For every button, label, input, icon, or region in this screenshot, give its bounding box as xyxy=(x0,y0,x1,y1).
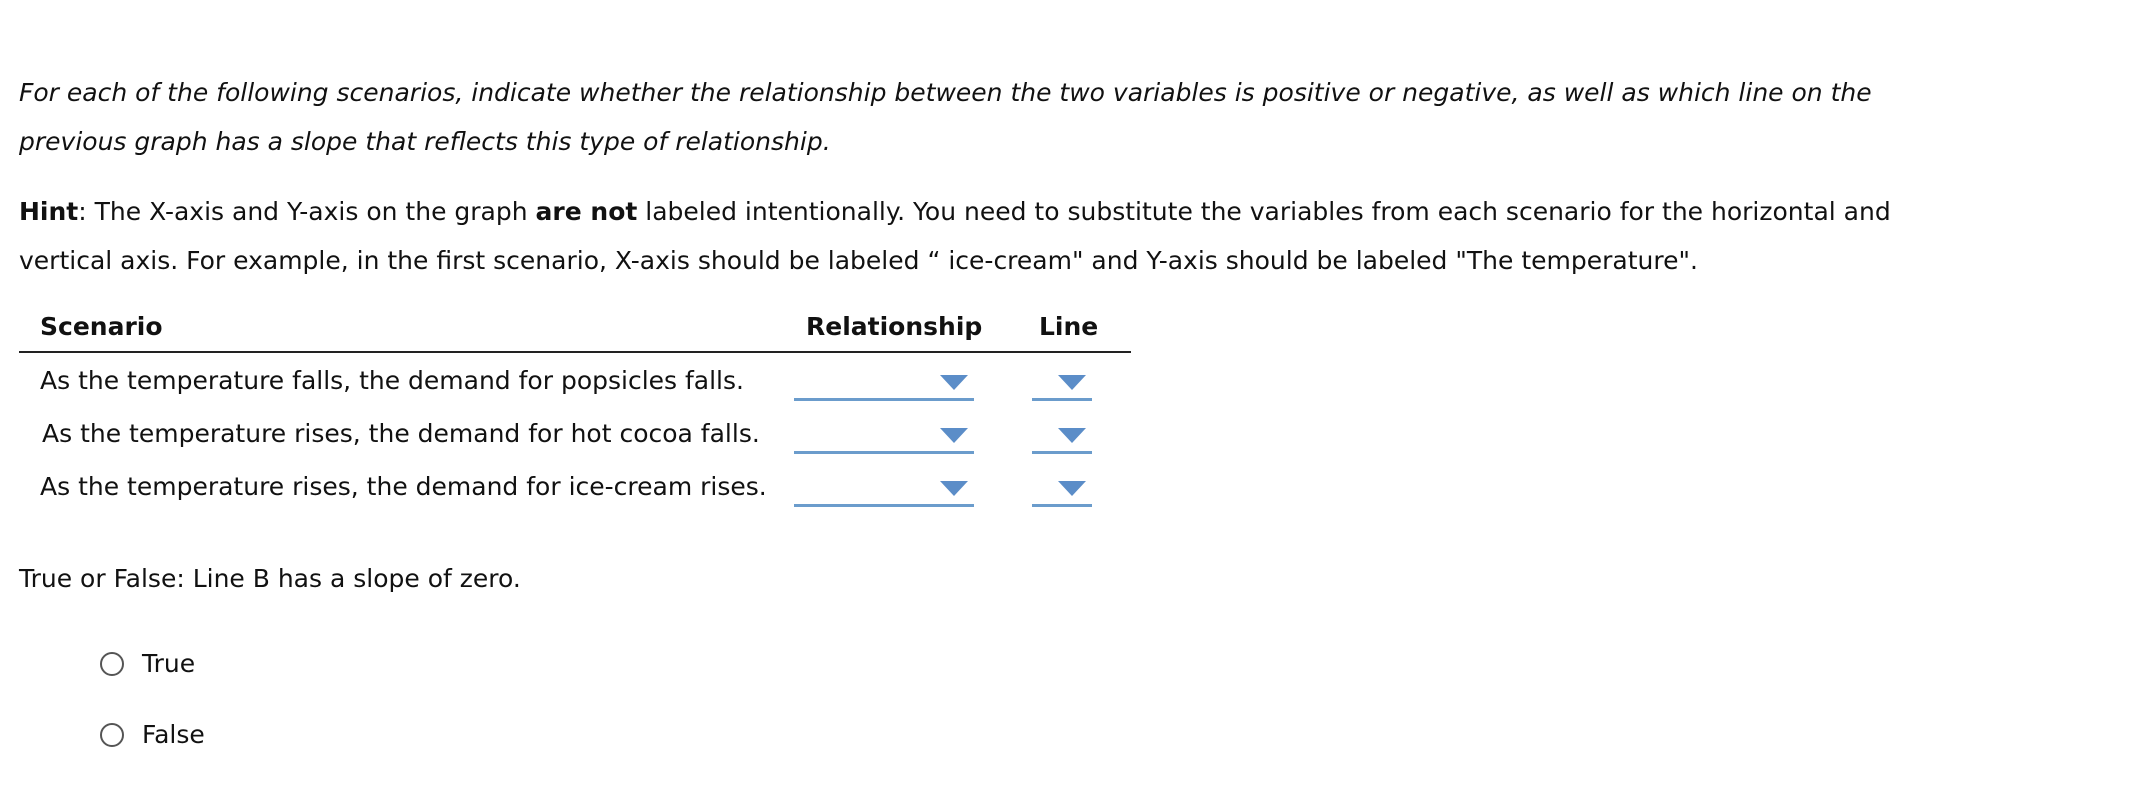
radio-label-true: True xyxy=(142,649,196,678)
instructions-intro: For each of the following scenarios, indicate whether the relationship between the two variables is positive or negative, as well as which line on the previous graph has a slope that reflects this type of relationship. xyxy=(19,78,1872,156)
radio-option-false[interactable] xyxy=(100,720,205,749)
table-row xyxy=(19,353,1131,406)
relationship-dropdown[interactable] xyxy=(794,367,974,401)
scenario-text: As the temperature rises, the demand for ice-cream rises. xyxy=(40,472,767,501)
caret-down-icon xyxy=(1058,481,1086,496)
header-relationship: Relationship xyxy=(806,312,983,341)
caret-down-icon xyxy=(1058,428,1086,443)
table-row xyxy=(19,459,1131,512)
header-scenario: Scenario xyxy=(40,312,163,341)
relationship-dropdown[interactable] xyxy=(794,420,974,454)
line-dropdown[interactable] xyxy=(1032,367,1092,401)
caret-down-icon xyxy=(940,375,968,390)
caret-down-icon xyxy=(940,481,968,496)
hint-text-2: labeled intentionally. You need to substitute the variables from each scenario for the horizontal and vertical axis. For example, in the first scenario, X-axis should be labeled “ ice-cream" and Y-axis should be labeled "The temperature". xyxy=(19,197,1891,275)
radio-unchecked-icon[interactable] xyxy=(100,723,124,747)
hint-emphasis: are not xyxy=(535,197,638,226)
scenario-text: As the temperature rises, the demand for hot cocoa falls. xyxy=(42,419,760,448)
line-dropdown[interactable] xyxy=(1032,473,1092,507)
scenario-table xyxy=(19,308,1131,512)
radio-label-false: False xyxy=(142,720,205,749)
instructions-hint xyxy=(19,187,1899,285)
true-false-question: True or False: Line B has a slope of zero. xyxy=(19,564,521,593)
caret-down-icon xyxy=(1058,375,1086,390)
hint-text-1: : The X-axis and Y-axis on the graph xyxy=(78,197,536,226)
table-row xyxy=(19,406,1131,459)
line-dropdown[interactable] xyxy=(1032,420,1092,454)
caret-down-icon xyxy=(940,428,968,443)
scenario-text: As the temperature falls, the demand for popsicles falls. xyxy=(40,366,744,395)
hint-label: Hint xyxy=(19,197,79,226)
relationship-dropdown[interactable] xyxy=(794,473,974,507)
header-line: Line xyxy=(1039,312,1099,341)
table-header xyxy=(19,308,1131,353)
radio-option-true[interactable] xyxy=(100,649,195,678)
radio-unchecked-icon[interactable] xyxy=(100,652,124,676)
